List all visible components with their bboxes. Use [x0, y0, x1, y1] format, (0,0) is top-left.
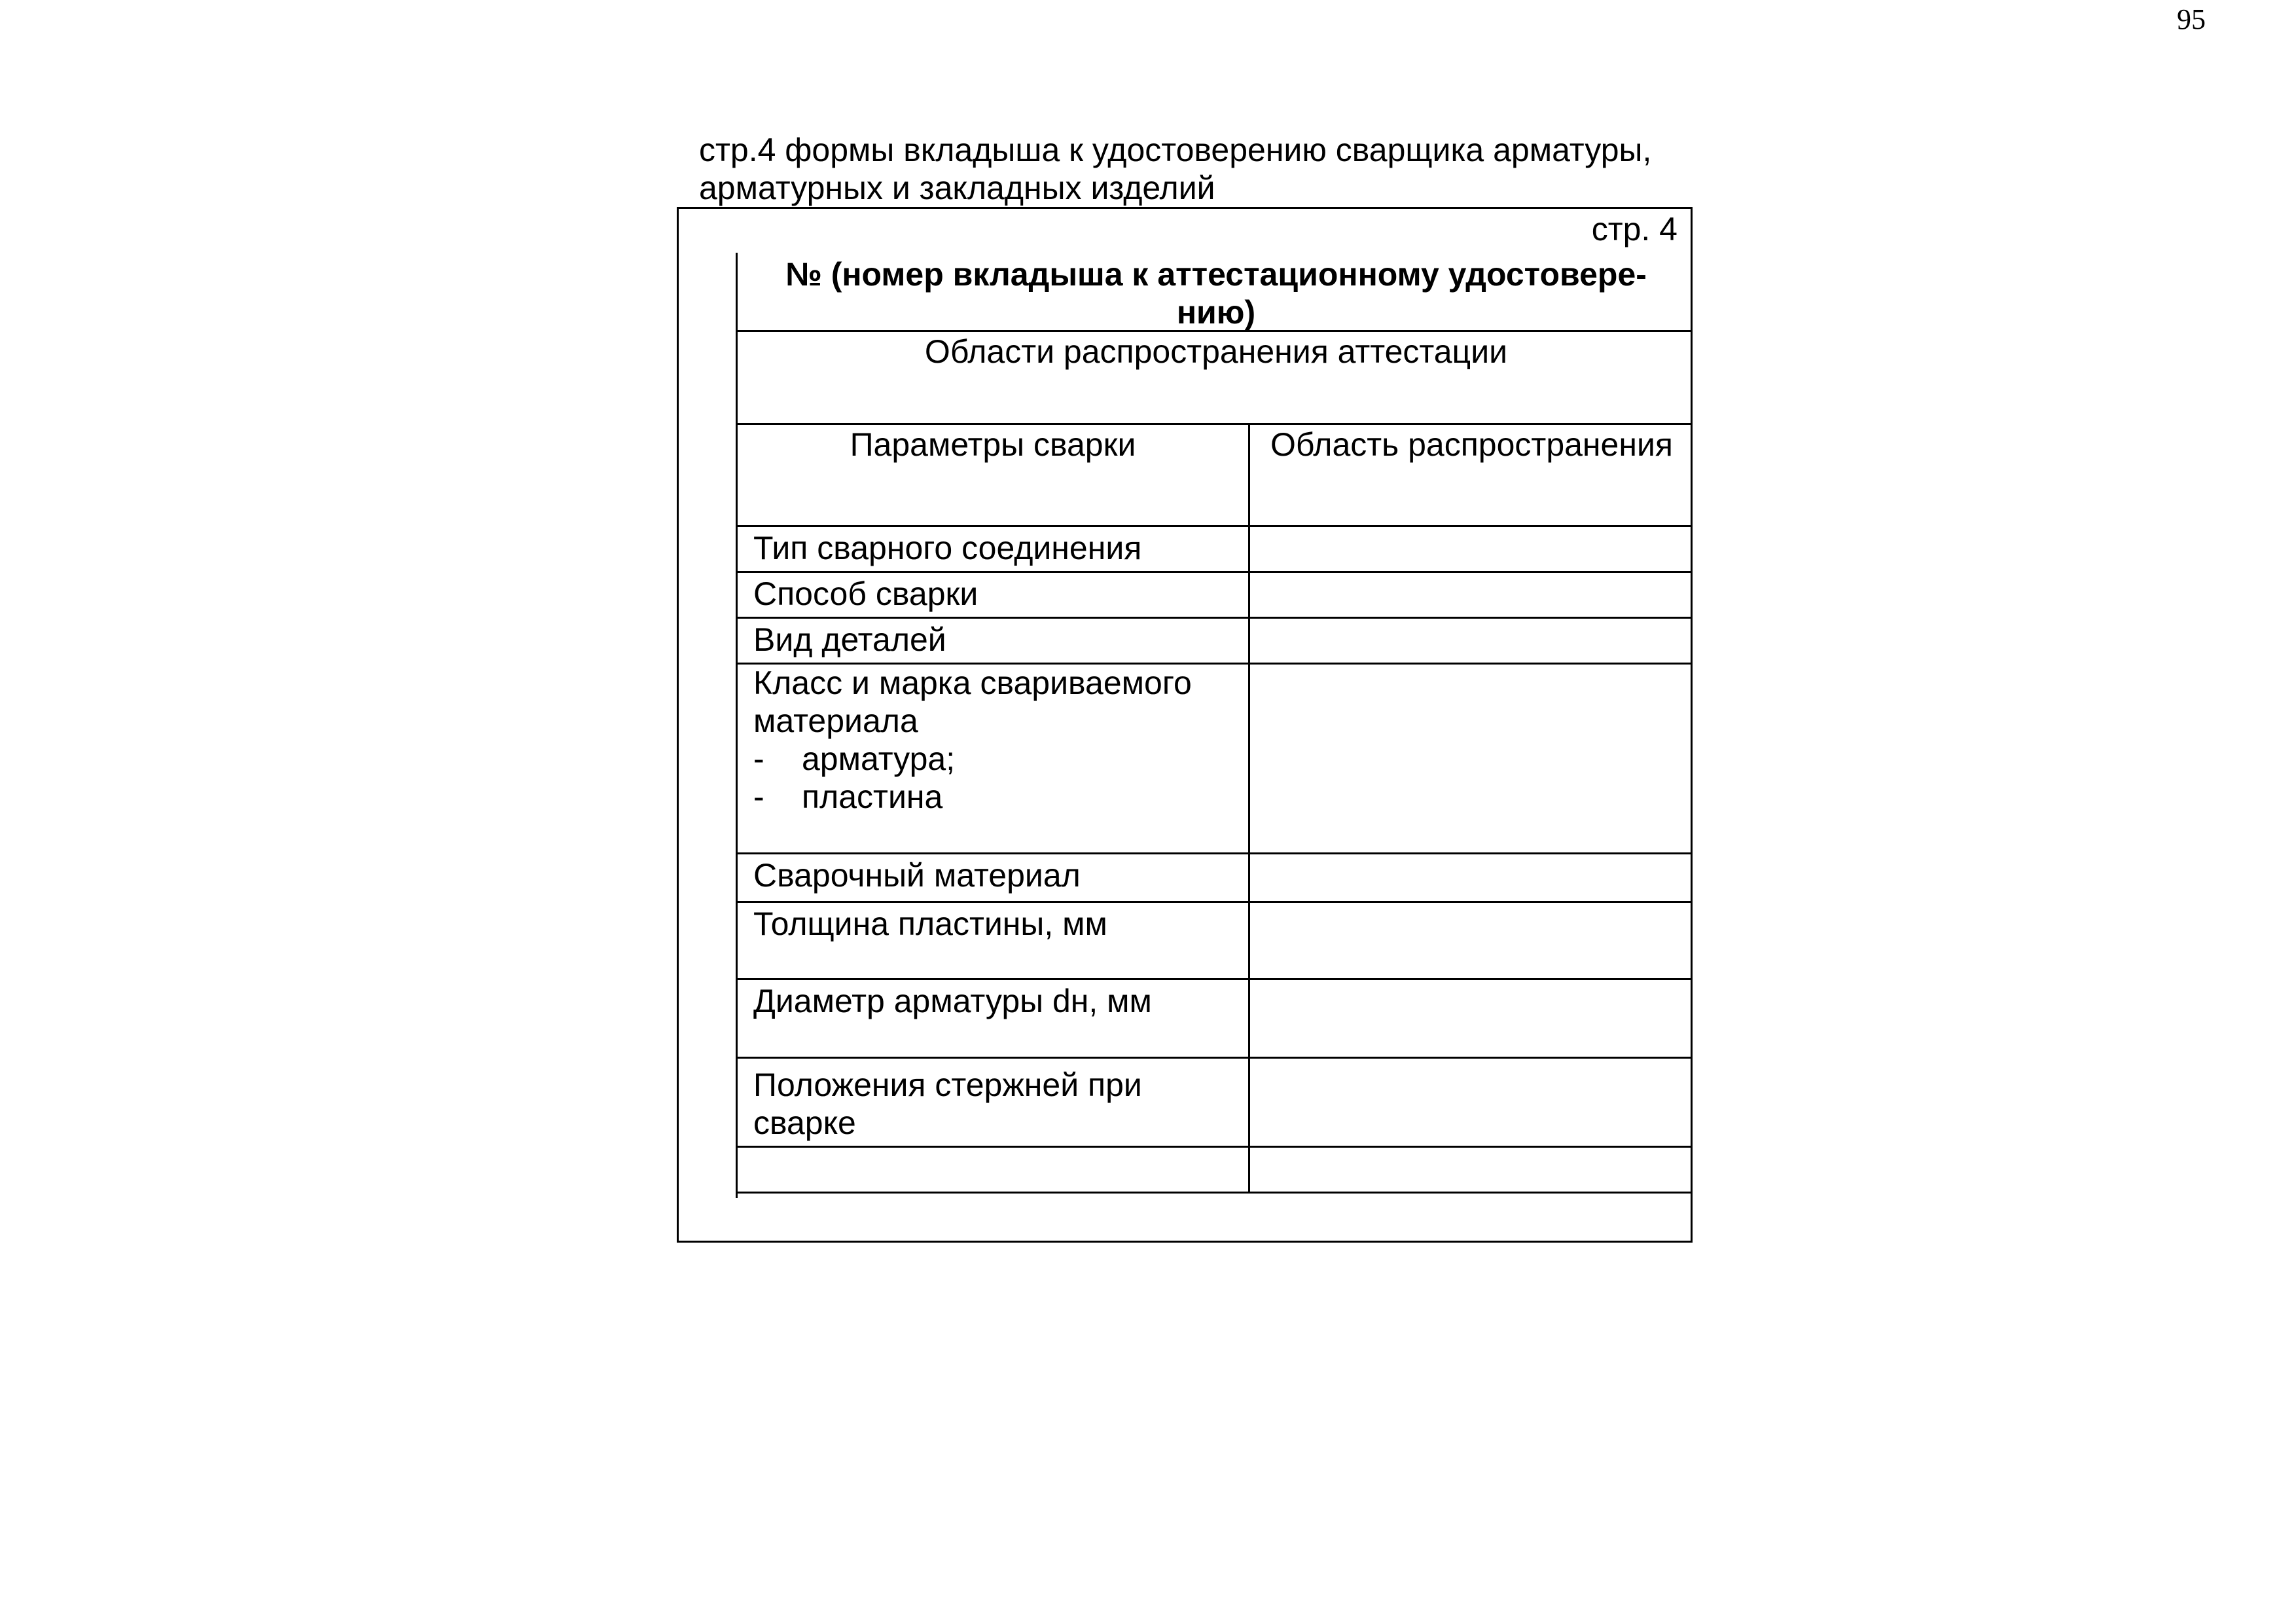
- table-rule: [738, 525, 1693, 527]
- row-material-grade: [753, 664, 1238, 816]
- form-caption: [699, 131, 1812, 207]
- table-rule: [738, 617, 1693, 619]
- table-rule: [738, 571, 1693, 573]
- table-rule: [738, 1146, 1693, 1148]
- table-rule: [738, 1057, 1693, 1059]
- row-welding-method: Способ сварки: [753, 575, 978, 612]
- bullet-dash: -: [753, 778, 764, 815]
- header-line-2: нию): [1176, 294, 1256, 331]
- table-rule: [738, 852, 1693, 854]
- positions-line-2: сварке: [753, 1104, 856, 1141]
- material-line-1: Класс и марка свариваемого: [753, 665, 1192, 701]
- section-title: Области распространения аттестации: [924, 333, 1508, 370]
- row-joint-type: Тип сварного соединения: [753, 530, 1142, 566]
- scope-table: [736, 253, 1693, 1198]
- material-line-2: материала: [753, 702, 918, 739]
- bullet-plate-text: пластина: [802, 778, 943, 815]
- table-rule: [738, 1192, 1693, 1194]
- table-rule: [738, 423, 1693, 425]
- bullet-dash: -: [753, 740, 764, 777]
- row-plate-thickness: Толщина пластины, мм: [753, 905, 1107, 942]
- material-bullet-plate: [753, 778, 1238, 816]
- insert-number-header: [738, 255, 1695, 331]
- header-line-1: № (номер вкладыша к аттестационному удостовере-: [785, 256, 1647, 293]
- caption-line-2: арматурных и закладных изделий: [699, 170, 1215, 206]
- row-part-type: Вид деталей: [753, 621, 946, 658]
- caption-line-1: стр.4 формы вкладыша к удостоверению сварщика арматуры,: [699, 132, 1652, 168]
- table-rule: [738, 978, 1693, 980]
- row-bar-positions: [753, 1066, 1142, 1142]
- page-number: 95: [2177, 3, 2206, 35]
- table-rule: [738, 901, 1693, 903]
- column-header-params: Параметры сварки: [850, 426, 1136, 463]
- positions-line-1: Положения стержней при: [753, 1067, 1142, 1103]
- bullet-rebar-text: арматура;: [802, 740, 956, 777]
- column-divider: [1248, 423, 1250, 1192]
- row-rebar-diameter: Диаметр арматуры dн, мм: [753, 983, 1152, 1019]
- material-bullet-rebar: [753, 740, 1238, 778]
- column-header-scope: Область распространения: [1270, 426, 1673, 463]
- row-welding-consumable: Сварочный материал: [753, 857, 1081, 894]
- form-page-label: стр. 4: [1591, 211, 1677, 247]
